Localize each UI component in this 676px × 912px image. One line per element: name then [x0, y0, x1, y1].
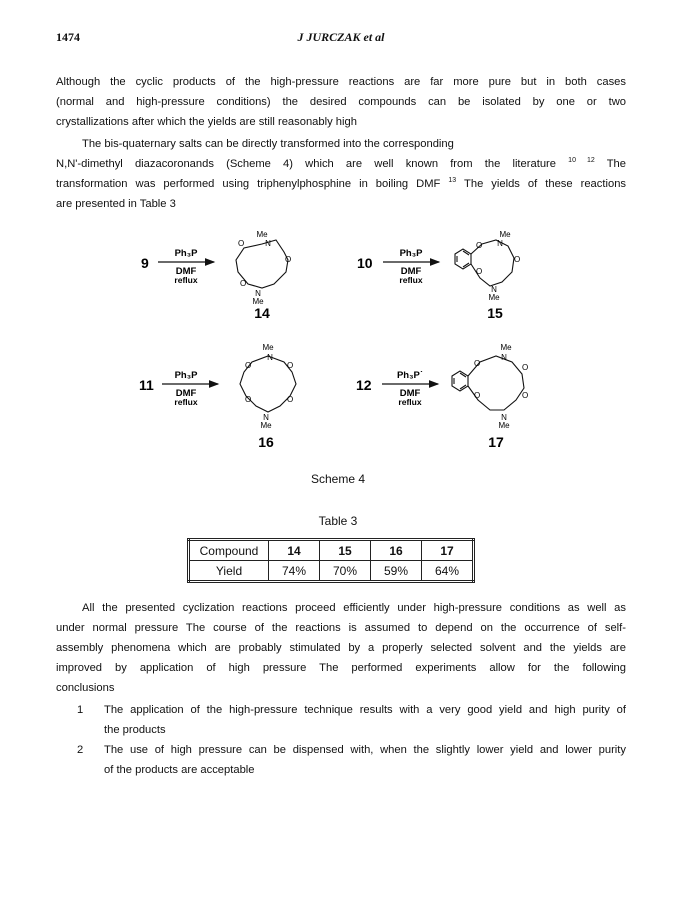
table-row	[189, 540, 474, 561]
diazacrown-structure-17	[452, 356, 524, 410]
atom-label: O	[285, 255, 292, 264]
reagent-label: Ph₃P˙	[396, 370, 424, 381]
product-label: 15	[487, 305, 503, 321]
text-span: The yields of these reactions	[456, 178, 627, 190]
atom-label: O	[238, 239, 245, 248]
text-span: The	[594, 158, 626, 170]
text-line: are presented in Table 3	[56, 198, 176, 210]
table-cell: 59%	[371, 561, 422, 582]
page-header	[56, 30, 626, 46]
start-compound-label: 9	[141, 255, 149, 271]
condition-label: reflux	[398, 397, 422, 407]
atom-label: N	[267, 353, 273, 362]
product-label: 14	[254, 305, 270, 321]
table-row	[189, 561, 474, 582]
list-item	[56, 740, 626, 780]
list-item	[56, 700, 626, 740]
reagent-label: Ph₃P	[399, 248, 423, 259]
product-label: 16	[258, 434, 274, 450]
reaction-10-to-15	[357, 230, 520, 321]
product-label: 17	[488, 434, 504, 450]
solvent-label: DMF	[175, 266, 197, 277]
scheme-caption: Scheme 4	[310, 472, 366, 486]
atom-label: O	[245, 361, 252, 370]
atom-label: Me	[498, 421, 510, 430]
yield-table	[187, 538, 475, 583]
atom-label: N	[501, 353, 507, 362]
start-compound-label: 12	[356, 377, 372, 393]
reference-mark: 10 12	[568, 157, 595, 164]
text-line: (normal and high-pressure conditions) the desired compounds can be isolated by one or two	[56, 96, 626, 108]
atom-label: O	[514, 255, 521, 264]
solvent-label: DMF	[175, 388, 197, 399]
atom-label: O	[287, 395, 294, 404]
atom-label: O	[474, 359, 481, 368]
table-cell: 70%	[320, 561, 371, 582]
atom-label: N	[497, 239, 503, 248]
text-line: of the products are acceptable	[104, 764, 255, 776]
atom-label: Me	[262, 343, 274, 352]
text-line: the products	[104, 724, 166, 736]
list-number: 1	[77, 704, 84, 716]
page-number: 1474	[56, 30, 80, 44]
reagent-label: Ph₃P	[174, 248, 198, 259]
start-compound-label: 11	[139, 377, 154, 393]
table-cell: 15	[320, 540, 371, 561]
text-line: assembly phenomena which are probably stimulated by a properly selected solvent and the yields are	[56, 642, 626, 654]
diazacrown-structure-15	[455, 240, 514, 286]
text-line: All the presented cyclization reactions proceed efficiently under high-pressure conditions as well as	[82, 602, 626, 614]
scheme-4	[0, 222, 676, 462]
table-cell: 64%	[422, 561, 474, 582]
text-line: The application of the high-pressure technique results with a very good yield and high purity of	[104, 704, 626, 716]
condition-label: reflux	[174, 397, 198, 407]
atom-label: O	[522, 363, 529, 372]
atom-label: Me	[252, 297, 264, 306]
start-compound-label: 10	[357, 255, 373, 271]
condition-label: reflux	[399, 275, 423, 285]
atom-label: O	[522, 391, 529, 400]
reference-mark: 13	[448, 177, 457, 184]
reagent-label: Ph₃P	[174, 370, 198, 381]
atom-label: N	[255, 289, 261, 298]
table-header-cell: Compound	[189, 540, 269, 561]
atom-label: O	[476, 267, 483, 276]
reaction-9-to-14	[141, 230, 291, 321]
text-line: conclusions	[56, 682, 115, 694]
condition-label: reflux	[174, 275, 198, 285]
paragraph-3	[56, 598, 626, 698]
text-span: N,N'-dimethyl diazacoronands (Scheme 4) which are well known from the literature	[56, 158, 556, 170]
text-line: The bis-quaternary salts can be directly transformed into the corresponding	[82, 138, 454, 150]
paragraph-2	[56, 134, 626, 214]
atom-label: O	[245, 395, 252, 404]
atom-label: Me	[260, 421, 272, 430]
paragraph-1	[56, 72, 626, 132]
atom-label: Me	[500, 343, 512, 352]
table-cell: 74%	[269, 561, 320, 582]
reaction-11-to-16	[139, 343, 296, 450]
table-header-cell: Yield	[189, 561, 269, 582]
text-line	[56, 174, 626, 194]
table-caption: Table 3	[318, 514, 358, 528]
atom-label: O	[287, 361, 294, 370]
reaction-12-to-17	[356, 343, 528, 450]
text-line: The use of high pressure can be dispensed with, when the slightly lower yield and lower purity	[104, 744, 626, 756]
atom-label: O	[240, 279, 247, 288]
text-span: transformation was performed using triphenylphosphine in boiling DMF	[56, 178, 441, 190]
solvent-label: DMF	[399, 388, 421, 399]
atom-label: N	[265, 239, 271, 248]
atom-label: O	[476, 241, 483, 250]
text-line: Although the cyclic products of the high-pressure reactions are far more pure but in both cases	[56, 76, 626, 88]
table-cell: 16	[371, 540, 422, 561]
table-cell: 17	[422, 540, 474, 561]
atom-label: N	[491, 285, 497, 294]
atom-label: Me	[256, 230, 268, 239]
text-line: improved by application of high pressure The performed experiments allow for the following	[56, 662, 626, 674]
text-line	[56, 154, 626, 174]
text-line: under normal pressure The course of the reactions is assumed to depend on the occurrence of self-	[56, 622, 626, 634]
conclusions-list	[56, 700, 626, 780]
atom-label: N	[263, 413, 269, 422]
list-number: 2	[77, 744, 84, 756]
text-line: crystallizations after which the yields are still reasonably high	[56, 116, 357, 128]
atom-label: O	[474, 391, 481, 400]
table-cell: 14	[269, 540, 320, 561]
atom-label: Me	[488, 293, 500, 302]
solvent-label: DMF	[400, 266, 422, 277]
atom-label: N	[501, 413, 507, 422]
running-head: J JURCZAK et al	[297, 30, 385, 44]
atom-label: Me	[499, 230, 511, 239]
